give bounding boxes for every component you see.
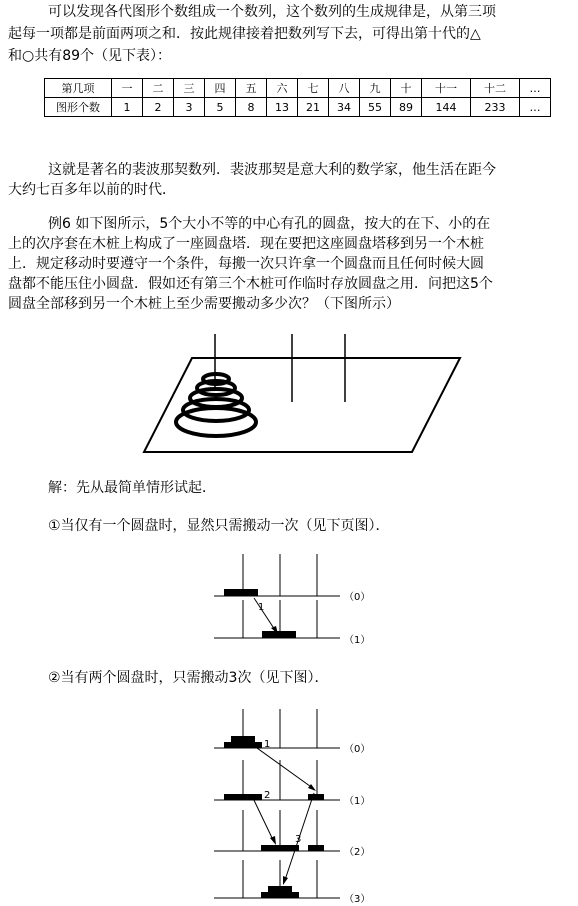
move-number: 3 (295, 834, 302, 845)
count-cell: 55 (360, 98, 391, 117)
fib-line-1: 这就是著名的裴波那契数列．裴波那契是意大利的数学家，他生活在距今 (48, 162, 496, 178)
disk (308, 794, 324, 800)
case-two-text: ②当有两个圆盘时，只需搬动3次（见下图）． (48, 670, 329, 686)
generation-cell: 十二 (471, 79, 520, 98)
base-platform (144, 358, 460, 452)
disk (261, 845, 299, 851)
example-line-4: 盘都不能压住小圆盘．假如还有第三个木桩可作临时存放圆盘之用．问把这5个 (8, 276, 493, 292)
count-cell: 89 (391, 98, 422, 117)
generation-cell: 十 (391, 79, 422, 98)
one-disk-diagram (200, 548, 390, 648)
disk (224, 742, 262, 748)
move-number: 1 (264, 739, 271, 750)
intro-line-3: 和○共有89个（见下表）： (8, 48, 172, 64)
count-cell: 21 (298, 98, 329, 117)
generation-cell: 四 (205, 79, 236, 98)
count-cell: 34 (329, 98, 360, 117)
count-cell: … (520, 98, 551, 117)
generation-cell: 七 (298, 79, 329, 98)
example-line-1: 例6 如下图所示，5个大小不等的中心有孔的圆盘，按大的在下、小的在 (48, 216, 491, 232)
count-cell: 144 (422, 98, 471, 117)
fib-line-2: 大约七百多年以前的时代． (8, 182, 176, 198)
step-label: （0） (344, 592, 371, 603)
generation-cell: 二 (143, 79, 174, 98)
disk (224, 589, 258, 596)
hanoi-tower-figure (140, 330, 470, 460)
arrowhead (283, 876, 288, 885)
count-cell: 1 (112, 98, 143, 117)
table-row-count (45, 98, 551, 117)
generation-cell: 三 (174, 79, 205, 98)
disk (224, 794, 262, 800)
sequence-table (44, 78, 551, 117)
generation-cell: 九 (360, 79, 391, 98)
arrowhead (270, 836, 276, 845)
example-line-3: 上．规定移动时要遵守一个条件，每搬一次只许拿一个圆盘而且任何时候大圆 (8, 256, 484, 272)
move-arrow (252, 796, 274, 842)
intro-line-2: 起每一项都是前面两项之和．按此规律接着把数列写下去，可得出第十代的△ (8, 26, 481, 42)
disk (261, 892, 299, 898)
two-disk-diagram (200, 705, 390, 905)
move-number: 2 (264, 790, 271, 801)
case-one-text: ①当仅有一个圆盘时，显然只需搬动一次（见下页图）． (48, 518, 390, 534)
generation-cell: 十一 (422, 79, 471, 98)
example-line-2: 上的次序套在木桩上构成了一座圆盘塔．现在要把这座圆盘塔移到另一个木桩 (8, 236, 484, 252)
count-cell: 233 (471, 98, 520, 117)
step-label: （3） (344, 894, 371, 905)
move-arrow (250, 743, 314, 789)
row-label-generation: 第几项 (45, 79, 112, 98)
row-label-count: 图形个数 (45, 98, 112, 117)
step-label: （1） (344, 635, 371, 646)
generation-cell: 六 (267, 79, 298, 98)
generation-cell: … (520, 79, 551, 98)
generation-cell: 八 (329, 79, 360, 98)
count-cell: 13 (267, 98, 298, 117)
solution-text: 解：先从最简单情形试起． (48, 480, 216, 496)
table-row-generation (45, 79, 551, 98)
generation-cell: 五 (236, 79, 267, 98)
step-label: （0） (344, 744, 371, 755)
generation-cell: 一 (112, 79, 143, 98)
count-cell: 8 (236, 98, 267, 117)
disk (268, 886, 292, 892)
move-number: 1 (258, 602, 265, 613)
intro-line-1: 可以发现各代图形个数组成一个数列，这个数列的生成规律是，从第三项 (48, 4, 496, 20)
step-label: （1） (344, 796, 371, 807)
count-cell: 3 (174, 98, 205, 117)
count-cell: 2 (143, 98, 174, 117)
disk (262, 631, 296, 638)
disk (231, 736, 255, 742)
step-label: （2） (344, 847, 371, 858)
example-line-5: 圆盘全部移到另一个木桩上至少需要搬动多少次？（下图所示） (8, 296, 400, 312)
disk (308, 845, 324, 851)
count-cell: 5 (205, 98, 236, 117)
disk-stack (176, 374, 256, 436)
